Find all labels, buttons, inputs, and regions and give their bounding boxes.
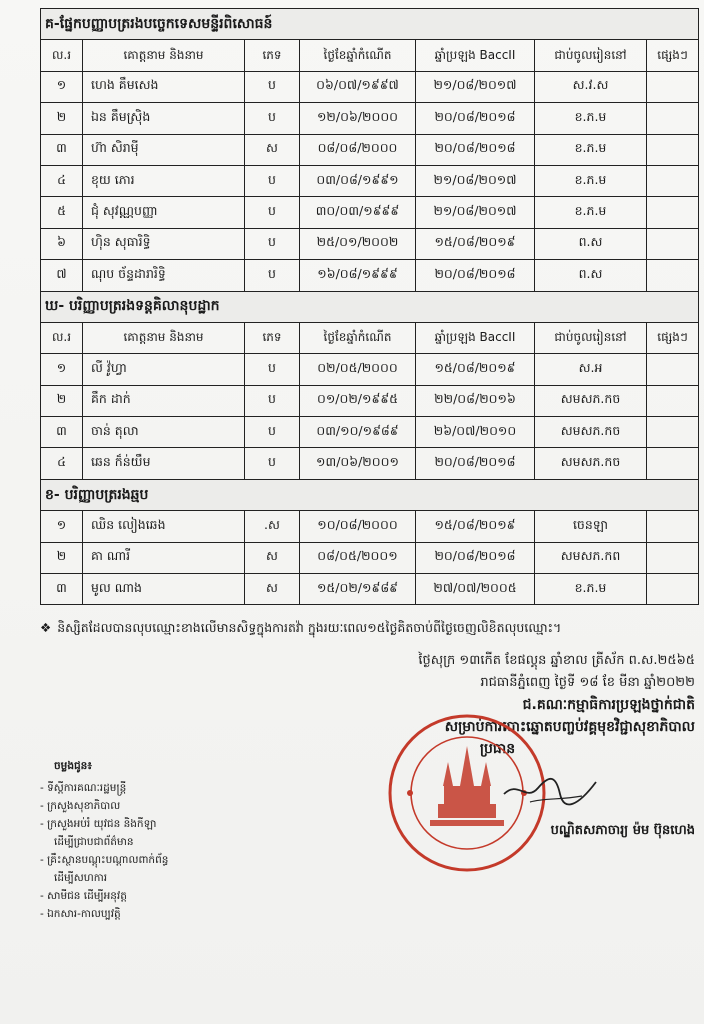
- table-cell: ២០/០៨/២០១៨: [416, 134, 535, 165]
- table-cell: លី វ៉ូហ្វា: [83, 354, 245, 385]
- copy-to-item: - ក្រសួងអប់រំ យុវជន និងកីឡា: [40, 818, 157, 830]
- table-cell: [647, 71, 699, 102]
- student-table: [40, 8, 699, 605]
- column-header: ឆ្នាំប្រឡង BaccII: [416, 322, 535, 353]
- table-header-row: [41, 322, 699, 353]
- table-cell: ២: [41, 385, 83, 416]
- table-cell: ៤: [41, 448, 83, 479]
- copy-to-item: - ក្រសួងសុខាភិបាល: [40, 800, 121, 812]
- table-cell: ប: [245, 71, 300, 102]
- table-cell: ២០/០៨/២០១៨: [416, 103, 535, 134]
- table-cell: ៥: [41, 197, 83, 228]
- table-row: [41, 511, 699, 542]
- copy-to-item: - ឯកសារ-កាលប្បវត្តិ: [40, 908, 121, 920]
- table-cell: ប: [245, 197, 300, 228]
- signer-name: បណ្ឌិតសភាចារ្យ ម៉ម ប៊ុនហេង: [550, 823, 695, 838]
- table-cell: ១០/០៨/២០០០: [300, 511, 416, 542]
- column-header: ជាប់ចូលរៀននៅ: [535, 322, 647, 353]
- copy-to-title: ចម្លងជូន៖: [54, 760, 92, 772]
- table-cell: [647, 511, 699, 542]
- table-cell: ១៥/០៨/២០១៩: [416, 511, 535, 542]
- table-cell: ហ៊ា សិរាម៉ី: [83, 134, 245, 165]
- column-header: ល.រ: [41, 322, 83, 353]
- table-cell: [647, 542, 699, 573]
- column-header: ឆ្នាំប្រឡង BaccII: [416, 40, 535, 71]
- column-header: ថ្ងៃខែឆ្នាំកំណើត: [300, 40, 416, 71]
- table-cell: ៦: [41, 228, 83, 259]
- table-cell: ១៦/០៨/១៩៩៩: [300, 260, 416, 291]
- table-cell: [647, 260, 699, 291]
- table-cell: ២០/០៨/២០១៨: [416, 542, 535, 573]
- table-cell: សមសភ.កច: [535, 448, 647, 479]
- table-cell: ០៣/១០/១៩៨៩: [300, 417, 416, 448]
- table-cell: សមសភ.កព: [535, 542, 647, 573]
- note-text: និស្សិតដែលបានលុបឈ្មោះខាងលើមានសិទ្ធក្នុងការតវ៉ា ក្នុងរយៈពេល១៥ថ្ងៃគិតចាប់ពីថ្ងៃចេញលិខិតលុបឈ្មោះ។: [57, 620, 562, 635]
- table-cell: ប: [245, 354, 300, 385]
- table-cell: [647, 574, 699, 605]
- table-cell: ចេនឡា: [535, 511, 647, 542]
- table-cell: ខ.ភ.ម: [535, 165, 647, 196]
- table-cell: ១៣/០៦/២០០១: [300, 448, 416, 479]
- table-cell: ជុំ សុវណ្ណបញ្ញា: [83, 197, 245, 228]
- table-cell: ចាន់ តុលា: [83, 417, 245, 448]
- table-cell: ២៧/០៧/២០០៥: [416, 574, 535, 605]
- table-cell: ស.អ: [535, 354, 647, 385]
- note-bullet: ❖: [40, 620, 52, 635]
- table-cell: [647, 228, 699, 259]
- table-cell: ស.វ.ស: [535, 71, 647, 102]
- column-header: ភេទ: [245, 40, 300, 71]
- column-header: ភេទ: [245, 322, 300, 353]
- table-cell: ០១/០២/១៩៩៥: [300, 385, 416, 416]
- table-row: [41, 228, 699, 259]
- table-row: [41, 385, 699, 416]
- table-cell: ២: [41, 542, 83, 573]
- table-cell: ១២/០៦/២០០០: [300, 103, 416, 134]
- org-line-2: សម្រាប់ការបោះឆ្នោតបញ្ចប់វគ្គមុខវិជ្ជាសុខាភិបាល: [444, 719, 695, 735]
- column-header: គោត្តនាម និងនាម: [83, 322, 245, 353]
- table-cell: [647, 417, 699, 448]
- copy-to-item: ដើម្បីសហការ: [54, 872, 108, 884]
- table-cell: ព.ស: [535, 228, 647, 259]
- table-cell: សមសភ.កច: [535, 385, 647, 416]
- table-row: [41, 103, 699, 134]
- table-cell: ប: [245, 260, 300, 291]
- table-row: [41, 574, 699, 605]
- column-header: ផ្សេងៗ: [647, 322, 699, 353]
- column-header: ថ្ងៃខែឆ្នាំកំណើត: [300, 322, 416, 353]
- table-row: [41, 134, 699, 165]
- table-cell: ខ.ភ.ម: [535, 197, 647, 228]
- table-row: [41, 197, 699, 228]
- table-cell: .ស: [245, 511, 300, 542]
- student-table-wrapper: [40, 8, 698, 605]
- table-cell: ៣: [41, 574, 83, 605]
- copy-to-item: - សាមីជន ដើម្បីអនុវត្ត: [40, 890, 127, 902]
- table-cell: [647, 134, 699, 165]
- table-cell: ២០/០៨/២០១៨: [416, 260, 535, 291]
- table-cell: ស: [245, 574, 300, 605]
- table-row: [41, 71, 699, 102]
- section-title-row: [41, 9, 699, 40]
- table-row: [41, 354, 699, 385]
- table-row: [41, 542, 699, 573]
- table-cell: ណុប ច័ន្ទដារារិទ្ធិ: [83, 260, 245, 291]
- table-cell: ខ.ភ.ម: [535, 103, 647, 134]
- column-header: ល.រ: [41, 40, 83, 71]
- lunar-date: ថ្ងៃសុក្រ ១៣កើត ខែផល្គុន ឆ្នាំខាល ត្រីស័ក ព.ស.២៥៦៥: [418, 653, 695, 668]
- table-cell: ហ៊ិន សុធារិទ្ធិ: [83, 228, 245, 259]
- table-cell: [647, 448, 699, 479]
- table-cell: ស: [245, 542, 300, 573]
- column-header: ផ្សេងៗ: [647, 40, 699, 71]
- table-cell: [647, 165, 699, 196]
- table-row: [41, 417, 699, 448]
- table-cell: មូល ណាង: [83, 574, 245, 605]
- column-header: គោត្តនាម និងនាម: [83, 40, 245, 71]
- table-cell: ២៦/០៧/២០១០: [416, 417, 535, 448]
- table-cell: ប: [245, 103, 300, 134]
- table-cell: ឆេន ក៏ន់យឹម: [83, 448, 245, 479]
- table-cell: ០៨/០៥/២០០១: [300, 542, 416, 573]
- table-cell: ១: [41, 511, 83, 542]
- table-cell: ខ.ភ.ម: [535, 134, 647, 165]
- table-cell: ៣: [41, 417, 83, 448]
- table-row: [41, 260, 699, 291]
- copy-to-item: ដើម្បីជ្រាបជាព័ត៌មាន: [54, 836, 134, 848]
- org-line-1: ជ.គណៈកម្មាធិការប្រឡងថ្នាក់ជាតិ: [522, 697, 695, 713]
- table-cell: ២: [41, 103, 83, 134]
- signature: [500, 772, 600, 812]
- table-cell: ប: [245, 385, 300, 416]
- table-cell: ០២/០៥/២០០០: [300, 354, 416, 385]
- section-title: គ-ផ្នែកបញ្ញាបត្ររងបច្ចេកទេសមន្ទីរពិសោធន៍: [41, 9, 699, 40]
- section-title-row: [41, 291, 699, 322]
- table-cell: ១៥/០៨/២០១៩: [416, 354, 535, 385]
- table-cell: ១: [41, 354, 83, 385]
- table-cell: ១៥/០៨/២០១៩: [416, 228, 535, 259]
- table-cell: ៣០/០៣/១៩៩៩: [300, 197, 416, 228]
- table-cell: ប: [245, 165, 300, 196]
- table-cell: [647, 197, 699, 228]
- table-cell: ប: [245, 228, 300, 259]
- table-cell: ០៨/០៨/២០០០: [300, 134, 416, 165]
- table-cell: ៧: [41, 260, 83, 291]
- table-cell: ២១/០៨/២០១៧: [416, 71, 535, 102]
- table-cell: គា ណារី: [83, 542, 245, 573]
- table-cell: ១៥/០២/១៩៨៩: [300, 574, 416, 605]
- table-cell: ៣: [41, 134, 83, 165]
- table-cell: គឹក ដាក់: [83, 385, 245, 416]
- table-cell: ២១/០៨/២០១៧: [416, 197, 535, 228]
- table-cell: ព.ស: [535, 260, 647, 291]
- table-cell: [647, 103, 699, 134]
- table-cell: ០៦/០៧/១៩៩៧: [300, 71, 416, 102]
- table-cell: ខ.ភ.ម: [535, 574, 647, 605]
- table-cell: ២២/០៨/២០១៦: [416, 385, 535, 416]
- table-cell: ២១/០៨/២០១៧: [416, 165, 535, 196]
- table-row: [41, 448, 699, 479]
- section-title: ខ- បរិញ្ញាបត្ររងឆ្មប: [41, 479, 699, 510]
- table-cell: ខុយ ភោរ: [83, 165, 245, 196]
- table-row: [41, 165, 699, 196]
- solar-date: រាជធានីភ្នំពេញ ថ្ងៃទី ១៨ ខែ មីនា ឆ្នាំ២០២២: [480, 675, 695, 690]
- column-header: ជាប់ចូលរៀននៅ: [535, 40, 647, 71]
- appeal-note: [40, 620, 700, 639]
- table-cell: ស: [245, 134, 300, 165]
- table-cell: [647, 354, 699, 385]
- table-cell: ឈិន លៀងឆេង: [83, 511, 245, 542]
- table-cell: ០៣/០៨/១៩៩១: [300, 165, 416, 196]
- org-line-3: ប្រធាន: [479, 741, 516, 757]
- table-cell: ២៥/០១/២០០២: [300, 228, 416, 259]
- table-cell: ហេង គឹមសេង: [83, 71, 245, 102]
- table-cell: ៤: [41, 165, 83, 196]
- table-cell: [647, 385, 699, 416]
- copy-to-item: - គ្រឹះស្ថានបណ្ដុះបណ្ដាលពាក់ព័ន្ធ: [40, 854, 169, 866]
- table-header-row: [41, 40, 699, 71]
- table-cell: ប: [245, 417, 300, 448]
- table-cell: ប: [245, 448, 300, 479]
- copy-to-list: [40, 760, 280, 923]
- section-title: ឃ- បរិញ្ញាបត្ររងទន្តគិលានុបដ្ឋាក: [41, 291, 699, 322]
- section-title-row: [41, 479, 699, 510]
- table-cell: ១: [41, 71, 83, 102]
- copy-to-item: - ទីស្ដីការគណៈរដ្ឋមន្ត្រី: [40, 782, 127, 794]
- table-cell: ឯន គឹមស្រ៊ិង: [83, 103, 245, 134]
- table-cell: ២០/០៨/២០១៨: [416, 448, 535, 479]
- table-cell: សមសភ.កច: [535, 417, 647, 448]
